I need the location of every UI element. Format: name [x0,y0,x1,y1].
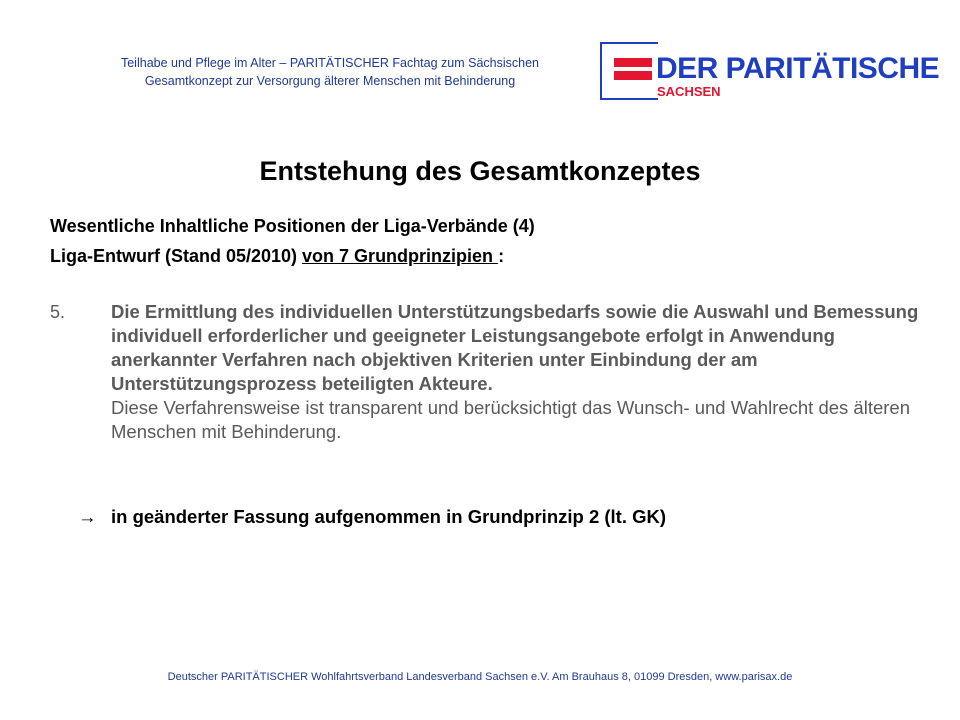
header-line-2: Gesamtkonzept zur Versorgung älterer Menschen mit Behinderung [144,74,516,88]
header-text [60,54,600,90]
logo-bar-bottom [614,71,652,80]
subtitle-draft-underlined: von 7 Grundprinzipien [302,246,499,266]
right-arrow-icon: → [78,506,97,527]
subtitle-draft [50,244,504,268]
item-bold-text: Die Ermittlung des individuellen Unterstützungsbedarfs sowie die Auswahl und Bemessung individuell erforderlicher und geeigneter Leistungsangebote erfolgt in Anwendung anerkannter Verfahren nach objektiven Kriterien unter Einbindung der am Unterstützungsprozess beteiligten Akteure. [111,301,919,394]
header-line-1: Teilhabe und Pflege im Alter – PARITÄTISCHER Fachtag zum Sächsischen [120,56,539,70]
conclusion [78,505,666,529]
logo-main-text: DER PARITÄTISCHE [656,52,940,85]
subtitle-draft-suffix: : [498,246,505,266]
subtitle-positions: Wesentliche Inhaltliche Positionen der Liga-Verbände (4) [50,216,535,236]
paritaetische-logo [600,40,940,104]
conclusion-text: in geänderter Fassung aufgenommen in Grundprinzip 2 (lt. GK) [111,506,667,527]
item-body [111,300,931,444]
footer: Deutscher PARITÄTISCHER Wohlfahrtsverband Landesverband Sachsen e.V. Am Brauhaus 8, 01099 Dresden, www.parisax.de [167,671,793,683]
item-number: 5. [50,302,66,322]
item-normal-text: Diese Verfahrensweise ist transparent und berücksichtigt das Wunsch- und Wahlrecht des älteren Menschen mit Behinderung. [111,397,910,442]
subtitle-draft-prefix: Liga-Entwurf (Stand 05/2010) [50,246,303,266]
slide-title: Entstehung des Gesamtkonzeptes [259,156,701,186]
logo-bar-top [614,58,652,67]
logo-sub-text: SACHSEN [657,84,721,99]
